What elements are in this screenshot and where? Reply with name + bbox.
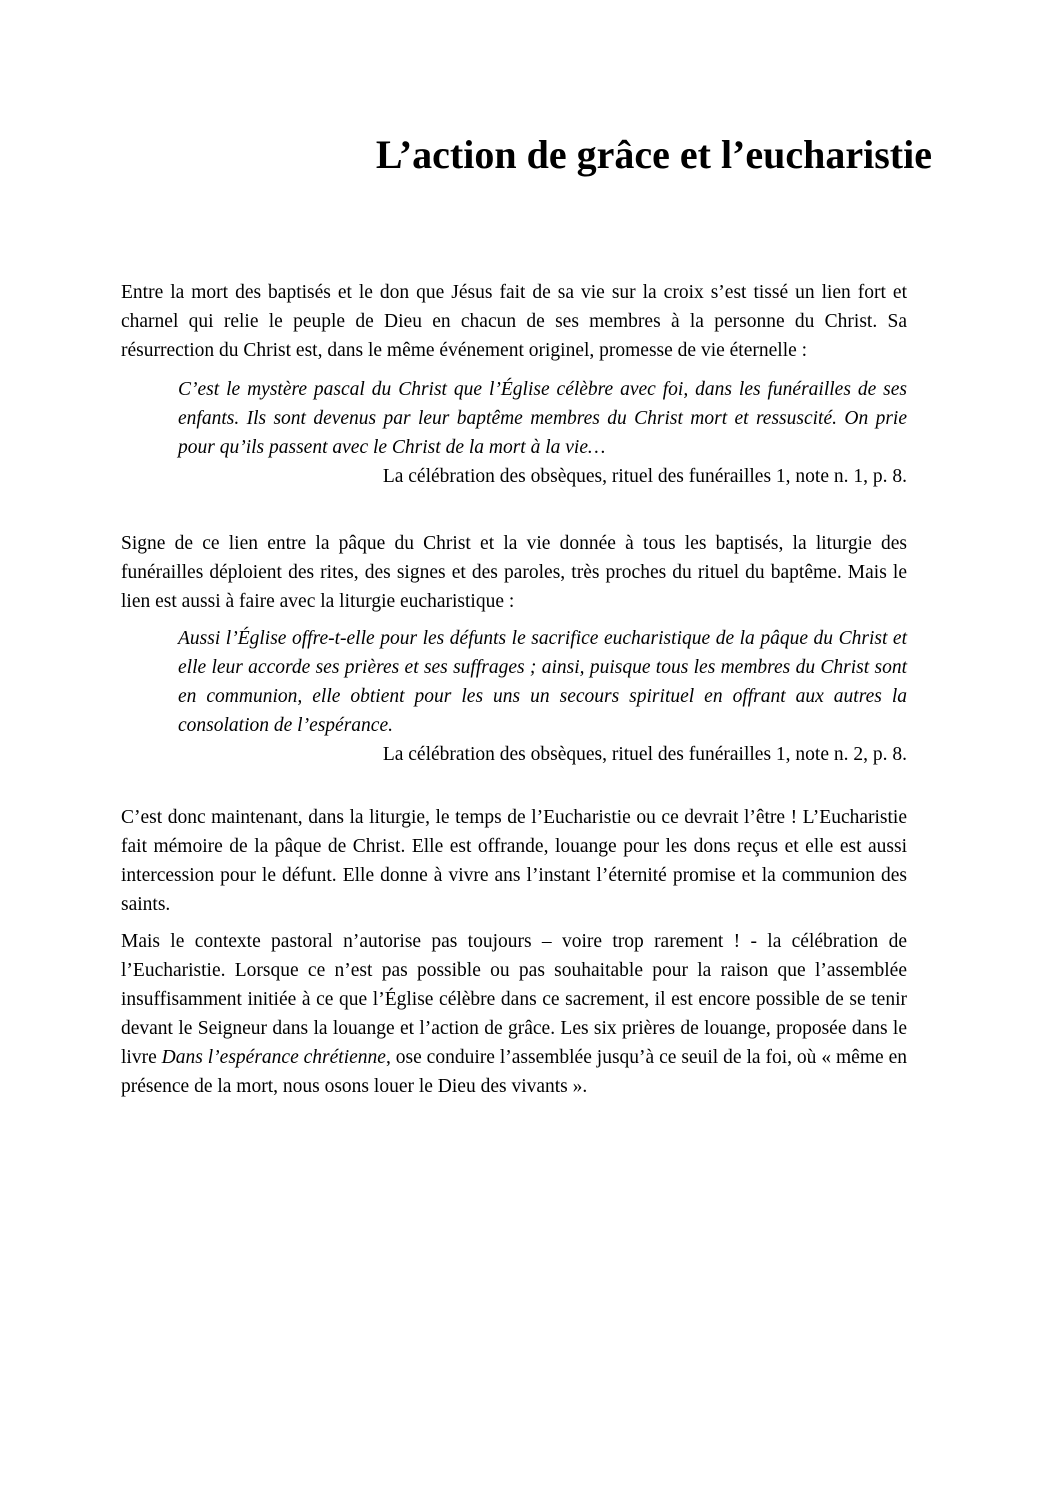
document-body bbox=[0, 278, 1058, 1101]
quote-2-text: Aussi l’Église offre-t-elle pour les défunts le sacrifice eucharistique de la pâque du Christ et elle leur accorde ses prières et ses suffrages ; ainsi, puisque tous les membres du Christ sont en communion, elle obtient pour les uns un secours spirituel en offrant aux autres la consolation de l’espérance. bbox=[178, 628, 907, 736]
paragraph-eucharist-time: C’est donc maintenant, dans la liturgie, le temps de l’Eucharistie ou ce devrait l’être ! L’Eucharistie fait mémoire de la pâque de Christ. Elle est offrande, louange pour les dons reçus et elle est aussi intercession pour le défunt. Elle donne à vivre ans l’instant l’éternité promise et la communion des saints. bbox=[121, 807, 907, 915]
quote-block-1 bbox=[121, 375, 907, 491]
paragraph-text-before-book-title: Mais le contexte pastoral n’autorise pas toujours – voire trop rarement ! - la célébration de l’Eucharistie. Lorsque ce n’est pas possible ou pas souhaitable pour la raison que l’assemblée insuffisamment initiée à ce que l’Église célèbre dans ce sacrement, il est encore possible de se tenir devant le Seigneur dans la louange et l’action de grâce. Les six prières de louange, proposée dans le livre bbox=[121, 931, 907, 1068]
paragraph-sign-of-link: Signe de ce lien entre la pâque du Christ et la vie donnée à tous les baptisés, la liturgie des funérailles déploient des rites, des signes et des paroles, très proches du rituel du baptême. Mais le lien est aussi à faire avec la liturgie eucharistique : bbox=[121, 533, 907, 612]
quote-block-2 bbox=[121, 624, 907, 769]
quote-1-text: C’est le mystère pascal du Christ que l’Église célèbre avec foi, dans les funérailles de ses enfants. Ils sont devenus par leur baptême membres du Christ mort et ressuscité. On prie pour qu’ils passent avec le Christ de la mort à la vie… bbox=[178, 379, 907, 458]
quote-2-citation: La célébration des obsèques, rituel des funérailles 1, note n. 2, p. 8. bbox=[382, 744, 907, 765]
page-title: L’action de grâce et l’eucharistie bbox=[375, 132, 932, 177]
paragraph-pastoral-context bbox=[121, 927, 907, 1101]
book-title: Dans l’espérance chrétienne bbox=[161, 1047, 386, 1068]
paragraph-intro: Entre la mort des baptisés et le don que Jésus fait de sa vie sur la croix s’est tissé un lien fort et charnel qui relie le peuple de Dieu en chacun de ses membres à la personne du Christ. Sa résurrection du Christ est, dans le même événement originel, promesse de vie éternelle : bbox=[121, 282, 907, 361]
quote-1-citation: La célébration des obsèques, rituel des funérailles 1, note n. 1, p. 8. bbox=[382, 466, 907, 487]
paragraph-text-after-book-title: , ose conduire l’assemblée jusqu’à ce seuil de la foi, où « même en présence de la mort, nous osons louer le Dieu des vivants ». bbox=[121, 1047, 907, 1097]
